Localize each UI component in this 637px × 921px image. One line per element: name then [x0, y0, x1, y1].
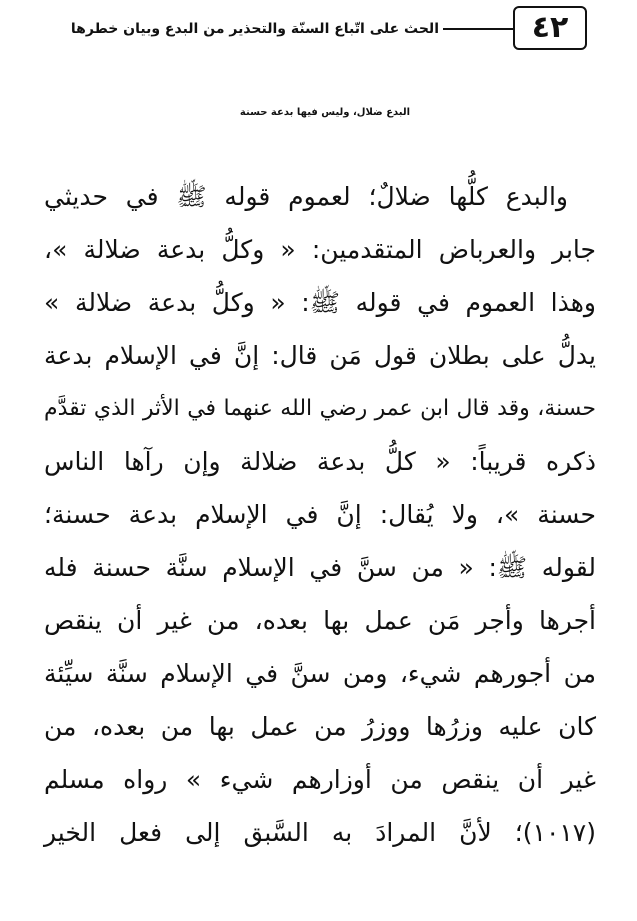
body-text — [44, 170, 596, 859]
text-line: غير أن ينقص من أوزارهم شيء » رواه مسلم — [44, 765, 596, 794]
text-line: كان عليه وزرُها ووزرُ من عمل بها من بعده، من — [44, 712, 596, 741]
text-line: (١٠١٧)؛ لأنَّ المرادَ به السَّبق إلى فعل الخير — [44, 818, 596, 847]
text-line: حسنة »، ولا يُقال: إنَّ في الإسلام بدعة حسنة؛ — [44, 500, 596, 529]
text-line: وهذا العموم في قوله ﷺ: « وكلُّ بدعة ضلالة » — [44, 288, 596, 317]
page-header — [0, 0, 637, 60]
text-line: جابر والعرباض المتقدمين: « وكلُّ بدعة ضلالة »، — [44, 235, 596, 264]
text-line: من أجورهم شيء، ومن سنَّ في الإسلام سنَّة سيِّئة — [44, 659, 596, 688]
text-line: حسنة، وقد قال ابن عمر رضي الله عنهما في الأثر الذي تقدَّم — [44, 396, 596, 421]
running-title — [43, 14, 513, 44]
running-title-rule — [443, 28, 513, 30]
text-line: لقوله ﷺ: « من سنَّ في الإسلام سنَّة حسنة فله — [44, 553, 596, 582]
section-heading: البدع ضلال، وليس فيها بدعة حسنة — [239, 107, 411, 118]
text-line: يدلُّ على بطلان قول مَن قال: إنَّ في الإسلام بدعة — [44, 341, 596, 370]
page-number-box — [513, 6, 587, 50]
text-line: والبدع كلُّها ضلالٌ؛ لعموم قوله ﷺ في حديثي — [44, 182, 568, 211]
running-title-text: الحث على اتّباع السنّة والتحذير من البدع وبيان خطرها — [70, 21, 439, 37]
page-number: ٤٢ — [531, 10, 569, 45]
text-line: ذكره قريباً: « كلُّ بدعة ضلالة وإن رآها الناس — [44, 447, 596, 476]
text-line: أجرها وأجر مَن عمل بها بعده، من غير أن ينقص — [44, 606, 596, 635]
